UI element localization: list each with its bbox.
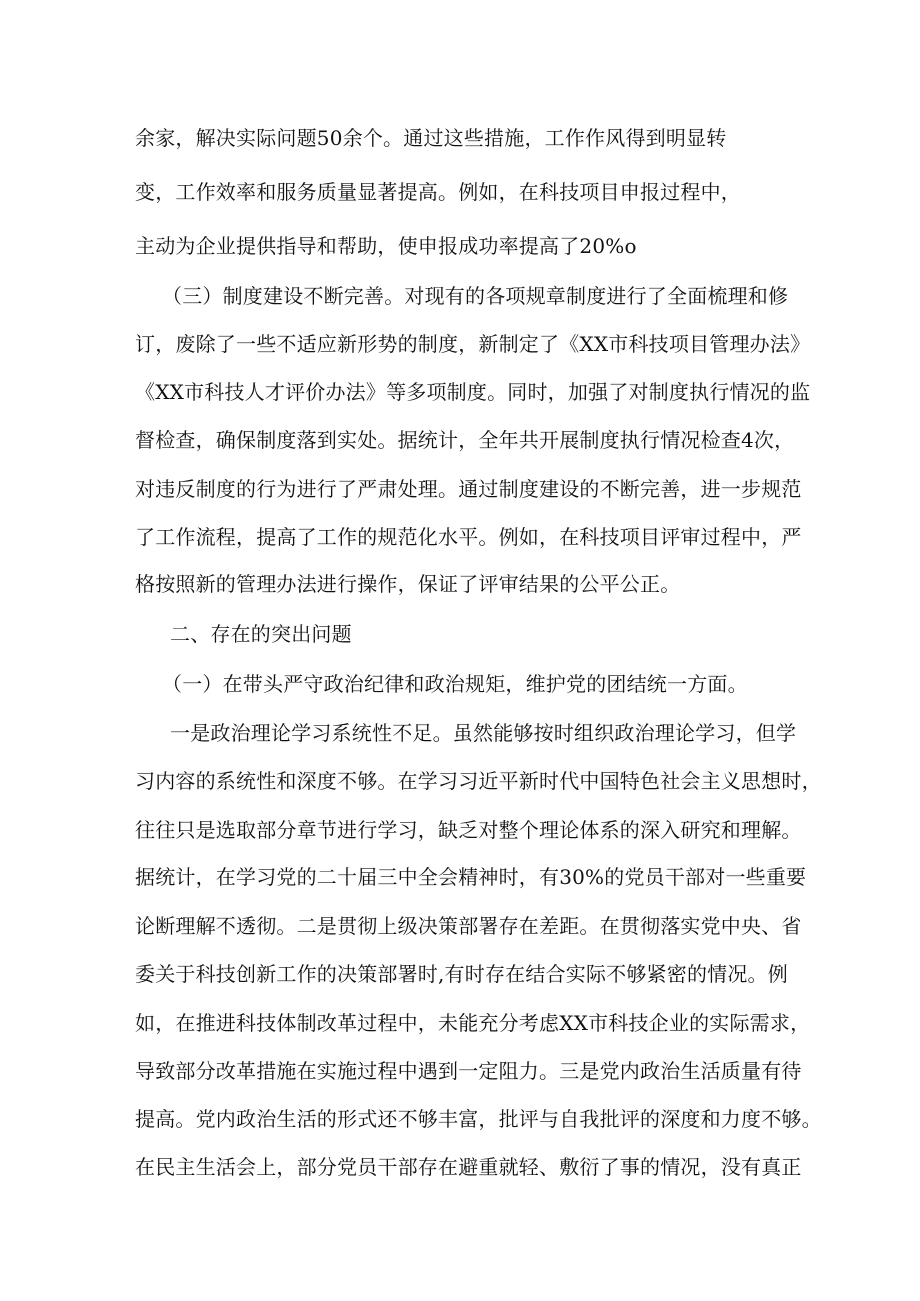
paragraph-heading: （三）制度建设不断完善。对现有的各项规章制度进行了全面梳理和修 xyxy=(162,284,789,308)
text-line: 主动为企业提供指导和帮助，使申报成功率提高了20%o xyxy=(135,234,637,258)
section-heading: 二、存在的突出问题 xyxy=(170,622,352,646)
text-line: 《XX市科技人才评价办法》等多项制度。同时，加强了对制度执行情况的监 xyxy=(135,380,811,404)
text-line: 据统计，在学习党的二十届三中全会精神时，有30%的党员干部对一些重要 xyxy=(135,865,807,889)
text-line: 对违反制度的行为进行了严肃处理。通过制度建设的不断完善，进一步规范 xyxy=(135,477,802,501)
text-line: 订，废除了一些不适应新形势的制度，新制定了《XX市科技项目管理办法》 xyxy=(135,332,811,356)
text-line: 在民主生活会上，部分党员干部存在避重就轻、敷衍了事的情况，没有真正 xyxy=(135,1155,802,1179)
text-line: 余家，解决实际问题50余个。通过这些措施，工作作风得到明显转 xyxy=(135,126,727,150)
text-line: 导致部分改革措施在实施过程中遇到一定阻力。三是党内政治生活质量有待 xyxy=(135,1059,802,1083)
text-line: 了工作流程，提高了工作的规范化水平。例如，在科技项目评审过程中，严 xyxy=(135,525,802,549)
text-line: 一是政治理论学习系统性不足。虽然能够按时组织政治理论学习，但学 xyxy=(170,721,797,745)
text-line: 如，在推进科技体制改革过程中，未能充分考虑XX市科技企业的实际需求， xyxy=(135,1011,811,1035)
text-line: 格按照新的管理办法进行操作，保证了评审结果的公平公正。 xyxy=(135,572,681,596)
subsection-heading: （一）在带头严守政治纪律和政治规矩，维护党的团结统一方面。 xyxy=(162,672,748,696)
text-line: 提高。党内政治生活的形式还不够丰富，批评与自我批评的深度和力度不够。 xyxy=(135,1107,822,1131)
text-line: 变，工作效率和服务质量显著提高。例如，在科技项目申报过程中， xyxy=(135,180,741,204)
text-line: 往往只是选取部分章节进行学习，缺乏对整个理论体系的深入研究和理解。 xyxy=(135,818,802,842)
text-line: 论断理解不透彻。二是贯彻上级决策部署存在差距。在贯彻落实党中央、省 xyxy=(135,914,802,938)
text-line: 委关于科技创新工作的决策部署时,有时存在结合实际不够紧密的情况。例 xyxy=(135,962,788,986)
text-line: 督检查，确保制度落到实处。据统计，全年共开展制度执行情况检查4次， xyxy=(135,428,795,452)
text-line: 习内容的系统性和深度不够。在学习习近平新时代中国特色社会主义思想时， xyxy=(135,769,822,793)
